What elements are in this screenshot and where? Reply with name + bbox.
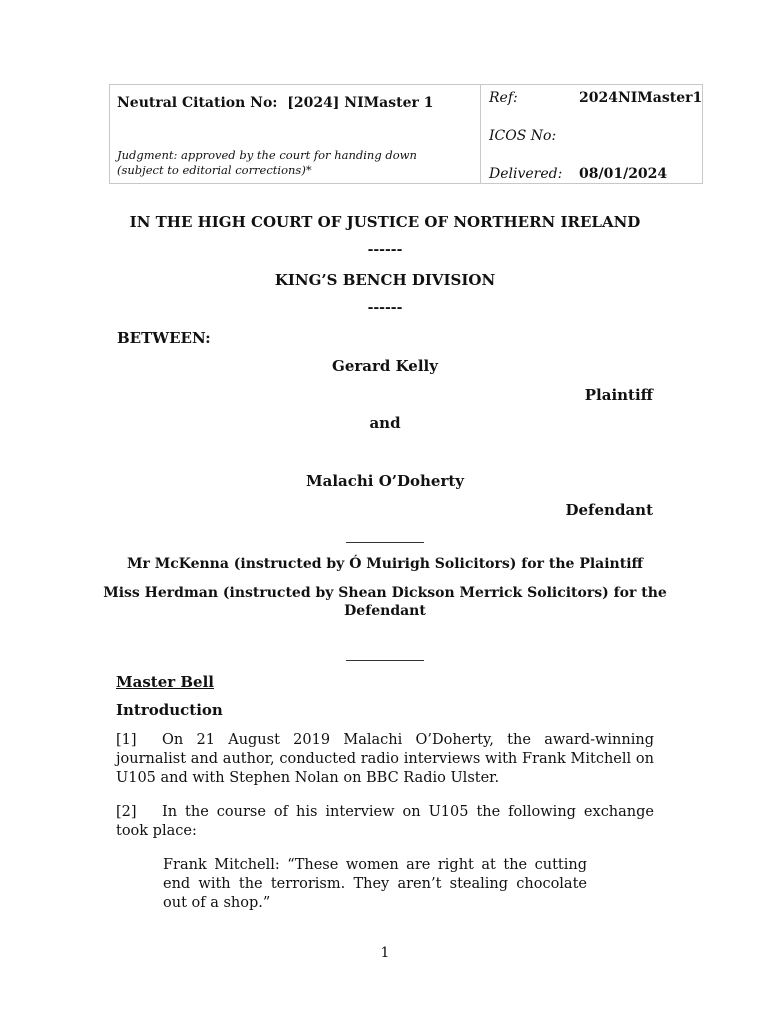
counsel-defendant [0, 584, 770, 620]
separator-rule-2 [346, 660, 424, 661]
counsel-plaintiff: Mr McKenna (instructed by Ó Muirigh Solicitors) for the Plaintiff [126, 556, 644, 572]
plaintiff-role: Plaintiff [584, 386, 653, 404]
delivered-value: 08/01/2024 [579, 166, 668, 182]
counsel-defendant-line1: Miss Herdman (instructed by Shean Dickson Merrick Solicitors) for the [103, 585, 667, 601]
counsel-defendant-line2: Defendant [344, 603, 426, 619]
paragraph-1-number: [1] [116, 732, 137, 748]
paragraph-1-text: On 21 August 2019 Malachi O’Doherty, the award-winning journalist and author, conducted radio interviews with Frank Mitchell on U105 and with Stephen Nolan on BBC Radio Ulster. [116, 732, 654, 786]
and-label: and [369, 414, 401, 432]
judgment-note-line2: (subject to editorial corrections)* [117, 163, 312, 177]
separator-rule-1 [346, 542, 424, 543]
neutral-citation [117, 95, 433, 111]
court-separator-1: ------ [367, 242, 403, 258]
paragraph-2 [116, 803, 654, 841]
paragraph-2-text: In the course of his interview on U105 the following exchange took place: [116, 804, 654, 839]
block-quote: Frank Mitchell: “These women are right at the cutting end with the terrorism. They aren’t stealing chocolate out of a shop.” [163, 857, 587, 911]
between-label: BETWEEN: [117, 329, 211, 347]
defendant-role: Defendant [565, 501, 653, 519]
paragraph-2-number: [2] [116, 804, 137, 820]
court-separator-2: ------ [367, 300, 403, 316]
neutral-citation-label: Neutral Citation No: [117, 95, 278, 111]
judge-name: Master Bell [116, 673, 214, 691]
plaintiff-name: Gerard Kelly [332, 357, 438, 375]
neutral-citation-value: [2024] NIMaster 1 [287, 95, 434, 111]
ref-label: Ref: [489, 90, 518, 106]
judgment-note [117, 148, 417, 178]
section-heading: Introduction [116, 701, 223, 719]
icos-label: ICOS No: [489, 128, 557, 144]
judgment-note-line1: Judgment: approved by the court for handing down [117, 148, 417, 162]
delivered-label: Delivered: [489, 166, 563, 182]
defendant-name: Malachi O’Doherty [306, 472, 464, 490]
ref-value: 2024NIMaster1 [579, 90, 703, 106]
page-number: 1 [380, 945, 390, 961]
court-division: KING’S BENCH DIVISION [274, 271, 496, 289]
court-title: IN THE HIGH COURT OF JUSTICE OF NORTHERN IRELAND [129, 213, 641, 231]
citation-box-divider [480, 85, 481, 183]
paragraph-1 [116, 731, 654, 788]
